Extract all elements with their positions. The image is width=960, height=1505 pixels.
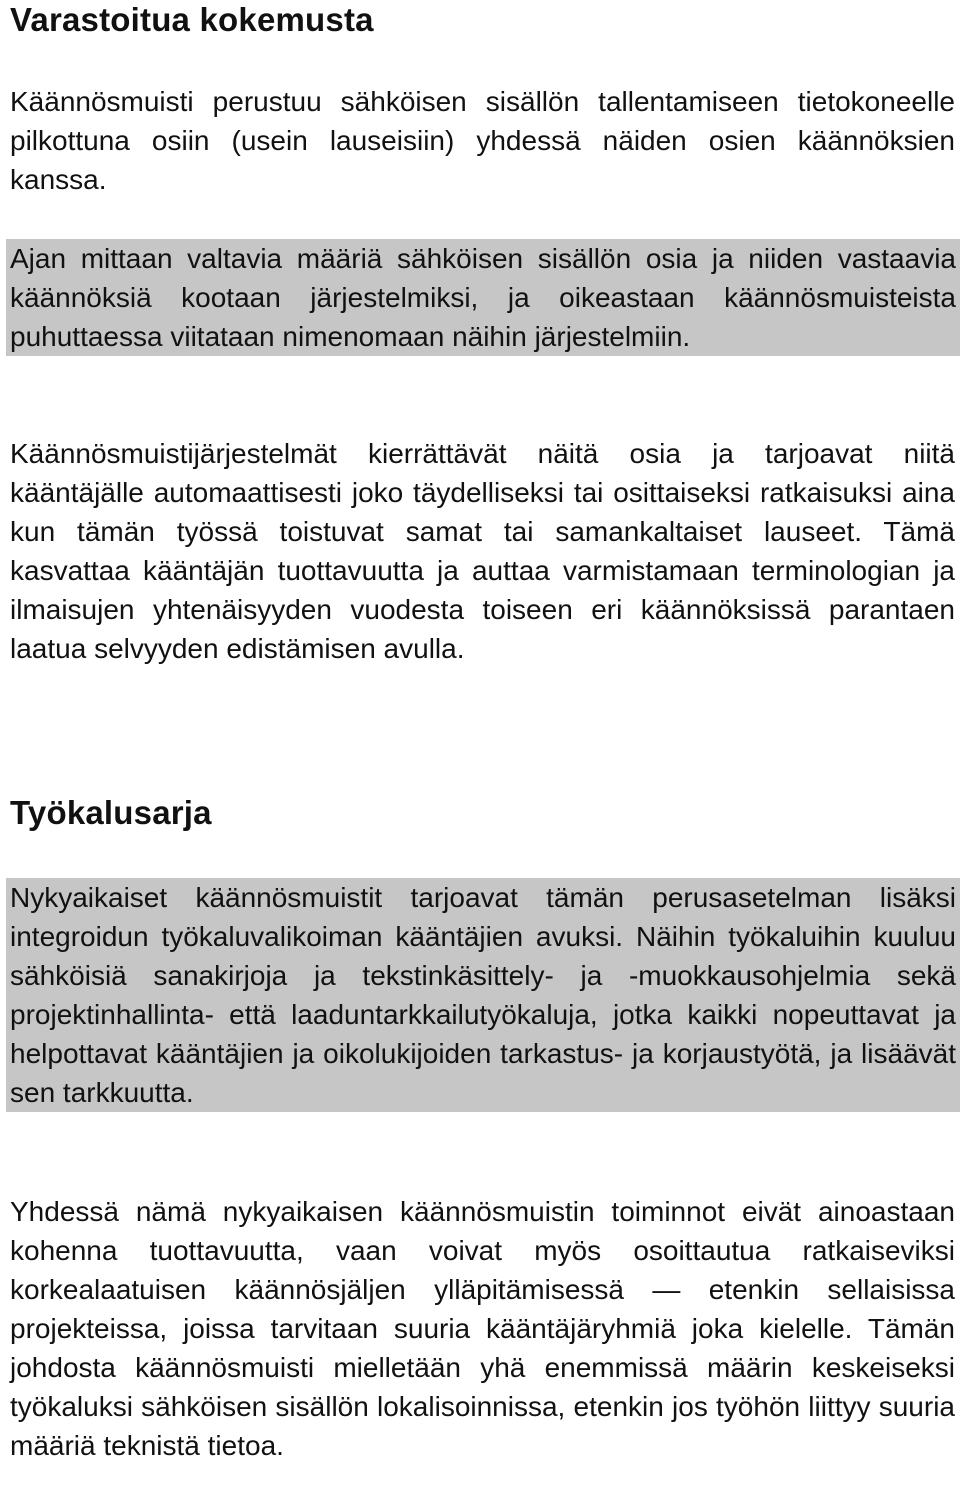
paragraph-systems-highlighted: Ajan mittaan valtavia määriä sähköisen sisällön osia ja niiden vastaavia käännöksiä kootaan järjestelmiksi, ja oikeastaan käännösmuisteista puhuttaessa viitataan nimenomaan näihin järjestelmiin. xyxy=(6,239,960,356)
paragraph-productivity-quality: Yhdessä nämä nykyaikaisen käännösmuistin toiminnot eivät ainoastaan kohenna tuottavuutta, vaan voivat myös osoittautua ratkaiseviksi korkealaatuisen käännösjäljen ylläpitämisessä — etenkin sellaisissa projekteissa, joissa tarvitaan suuria kääntäjäryhmiä joka kielelle. Tämän johdosta käännösmuisti mielletään yhä enemmissä määrin keskeiseksi työkaluksi sähköisen sisällön lokalisoinnissa, etenkin jos työhön liittyy suuria määriä teknistä tietoa. xyxy=(10,1196,955,1461)
paragraph-integrated-tools-highlighted: Nykyaikaiset käännösmuistit tarjoavat tämän perusasetelman lisäksi integroidun työkaluvalikoiman kääntäjien avuksi. Näihin työkaluihin kuuluu sähköisiä sanakirjoja ja tekstinkäsittely- ja -muokkausohjelmia sekä projektinhallinta- että laaduntarkkailutyökaluja, jotka kaikki nopeuttavat ja helpottavat kääntäjien ja oikolukijoiden tarkastus- ja korjaustyötä, ja lisäävät sen tarkkuutta. xyxy=(6,878,960,1112)
section-heading-stored-experience: Varastoitua kokemusta xyxy=(10,1,374,38)
paragraph-recycling-segments: Käännösmuistijärjestelmät kierrättävät näitä osia ja tarjoavat niitä kääntäjälle automaattisesti joko täydelliseksi tai osittaiseksi ratkaisuksi aina kun tämän työssä toistuvat samat tai samankaltaiset lauseet. Tämä kasvattaa kääntäjän tuottavuutta ja auttaa varmistamaan terminologian ja ilmaisujen yhtenäisyyden vuodesta toiseen eri käännöksissä parantaen laatua selvyyden edistämisen avulla. xyxy=(10,438,955,664)
section-heading-toolkit: Työkalusarja xyxy=(10,794,212,831)
paragraph-translation-memory-basis: Käännösmuisti perustuu sähköisen sisällön tallentamiseen tietokoneelle pilkottuna osiin (usein lauseisiin) yhdessä näiden osien käännöksien kanssa. xyxy=(10,86,955,195)
